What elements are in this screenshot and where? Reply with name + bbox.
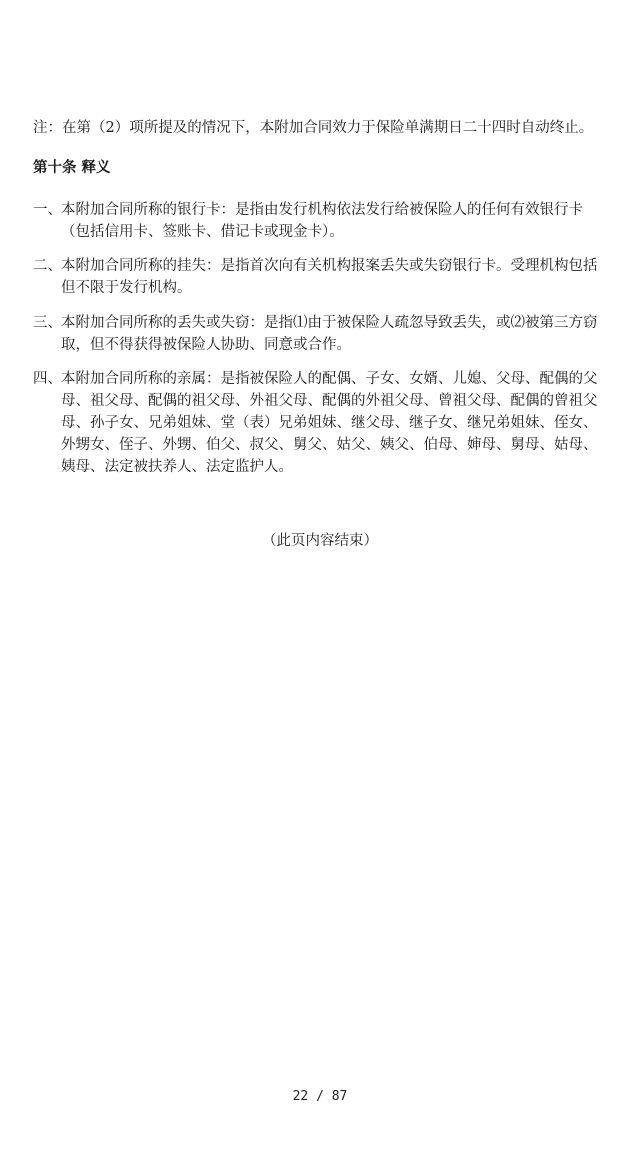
section-title: 第十条 释义 xyxy=(33,159,111,176)
page-end-note: （此页内容结束） xyxy=(262,533,378,549)
item-number: 四、 xyxy=(33,371,62,387)
page-number: 22 / 87 xyxy=(292,1089,348,1104)
item-text: 本附加合同所称的丢失或失窃：是指⑴由于被保险人疏忽导致丢失，或⑵被第三方窃取，但不得获得被保险人协助、同意或合作。 xyxy=(61,315,598,353)
definition-item-bank-card xyxy=(33,199,611,243)
item-number: 二、 xyxy=(33,258,62,274)
item-text: 本附加合同所称的挂失：是指首次向有关机构报案丢失或失窃银行卡。受理机构包括但不限于发行机构。 xyxy=(61,258,598,296)
termination-note: 注：在第（2）项所提及的情况下，本附加合同效力于保险单满期日二十四时自动终止。 xyxy=(33,120,594,136)
definition-item-relatives xyxy=(33,368,611,478)
definition-item-report-loss xyxy=(33,255,611,299)
item-number: 三、 xyxy=(33,315,62,331)
item-text: 本附加合同所称的亲属：是指被保险人的配偶、子女、女婿、儿媳、父母、配偶的父母、祖父母、配偶的祖父母、外祖父母、配偶的外祖父母、曾祖父母、配偶的曾祖父母、孙子女、兄弟姐妹、堂（表）兄弟姐妹、继父母、继子女、继兄弟姐妹、侄女、外甥女、侄子、外甥、伯父、叔父、舅父、姑父、姨父、伯母、婶母、舅母、姑母、姨母、法定被扶养人、法定监护人。 xyxy=(61,371,598,475)
item-text: 本附加合同所称的银行卡：是指由发行机构依法发行给被保险人的任何有效银行卡（包括信用卡、签账卡、借记卡或现金卡）。 xyxy=(61,202,583,240)
definition-item-loss-or-theft xyxy=(33,312,611,356)
item-number: 一、 xyxy=(33,202,62,218)
